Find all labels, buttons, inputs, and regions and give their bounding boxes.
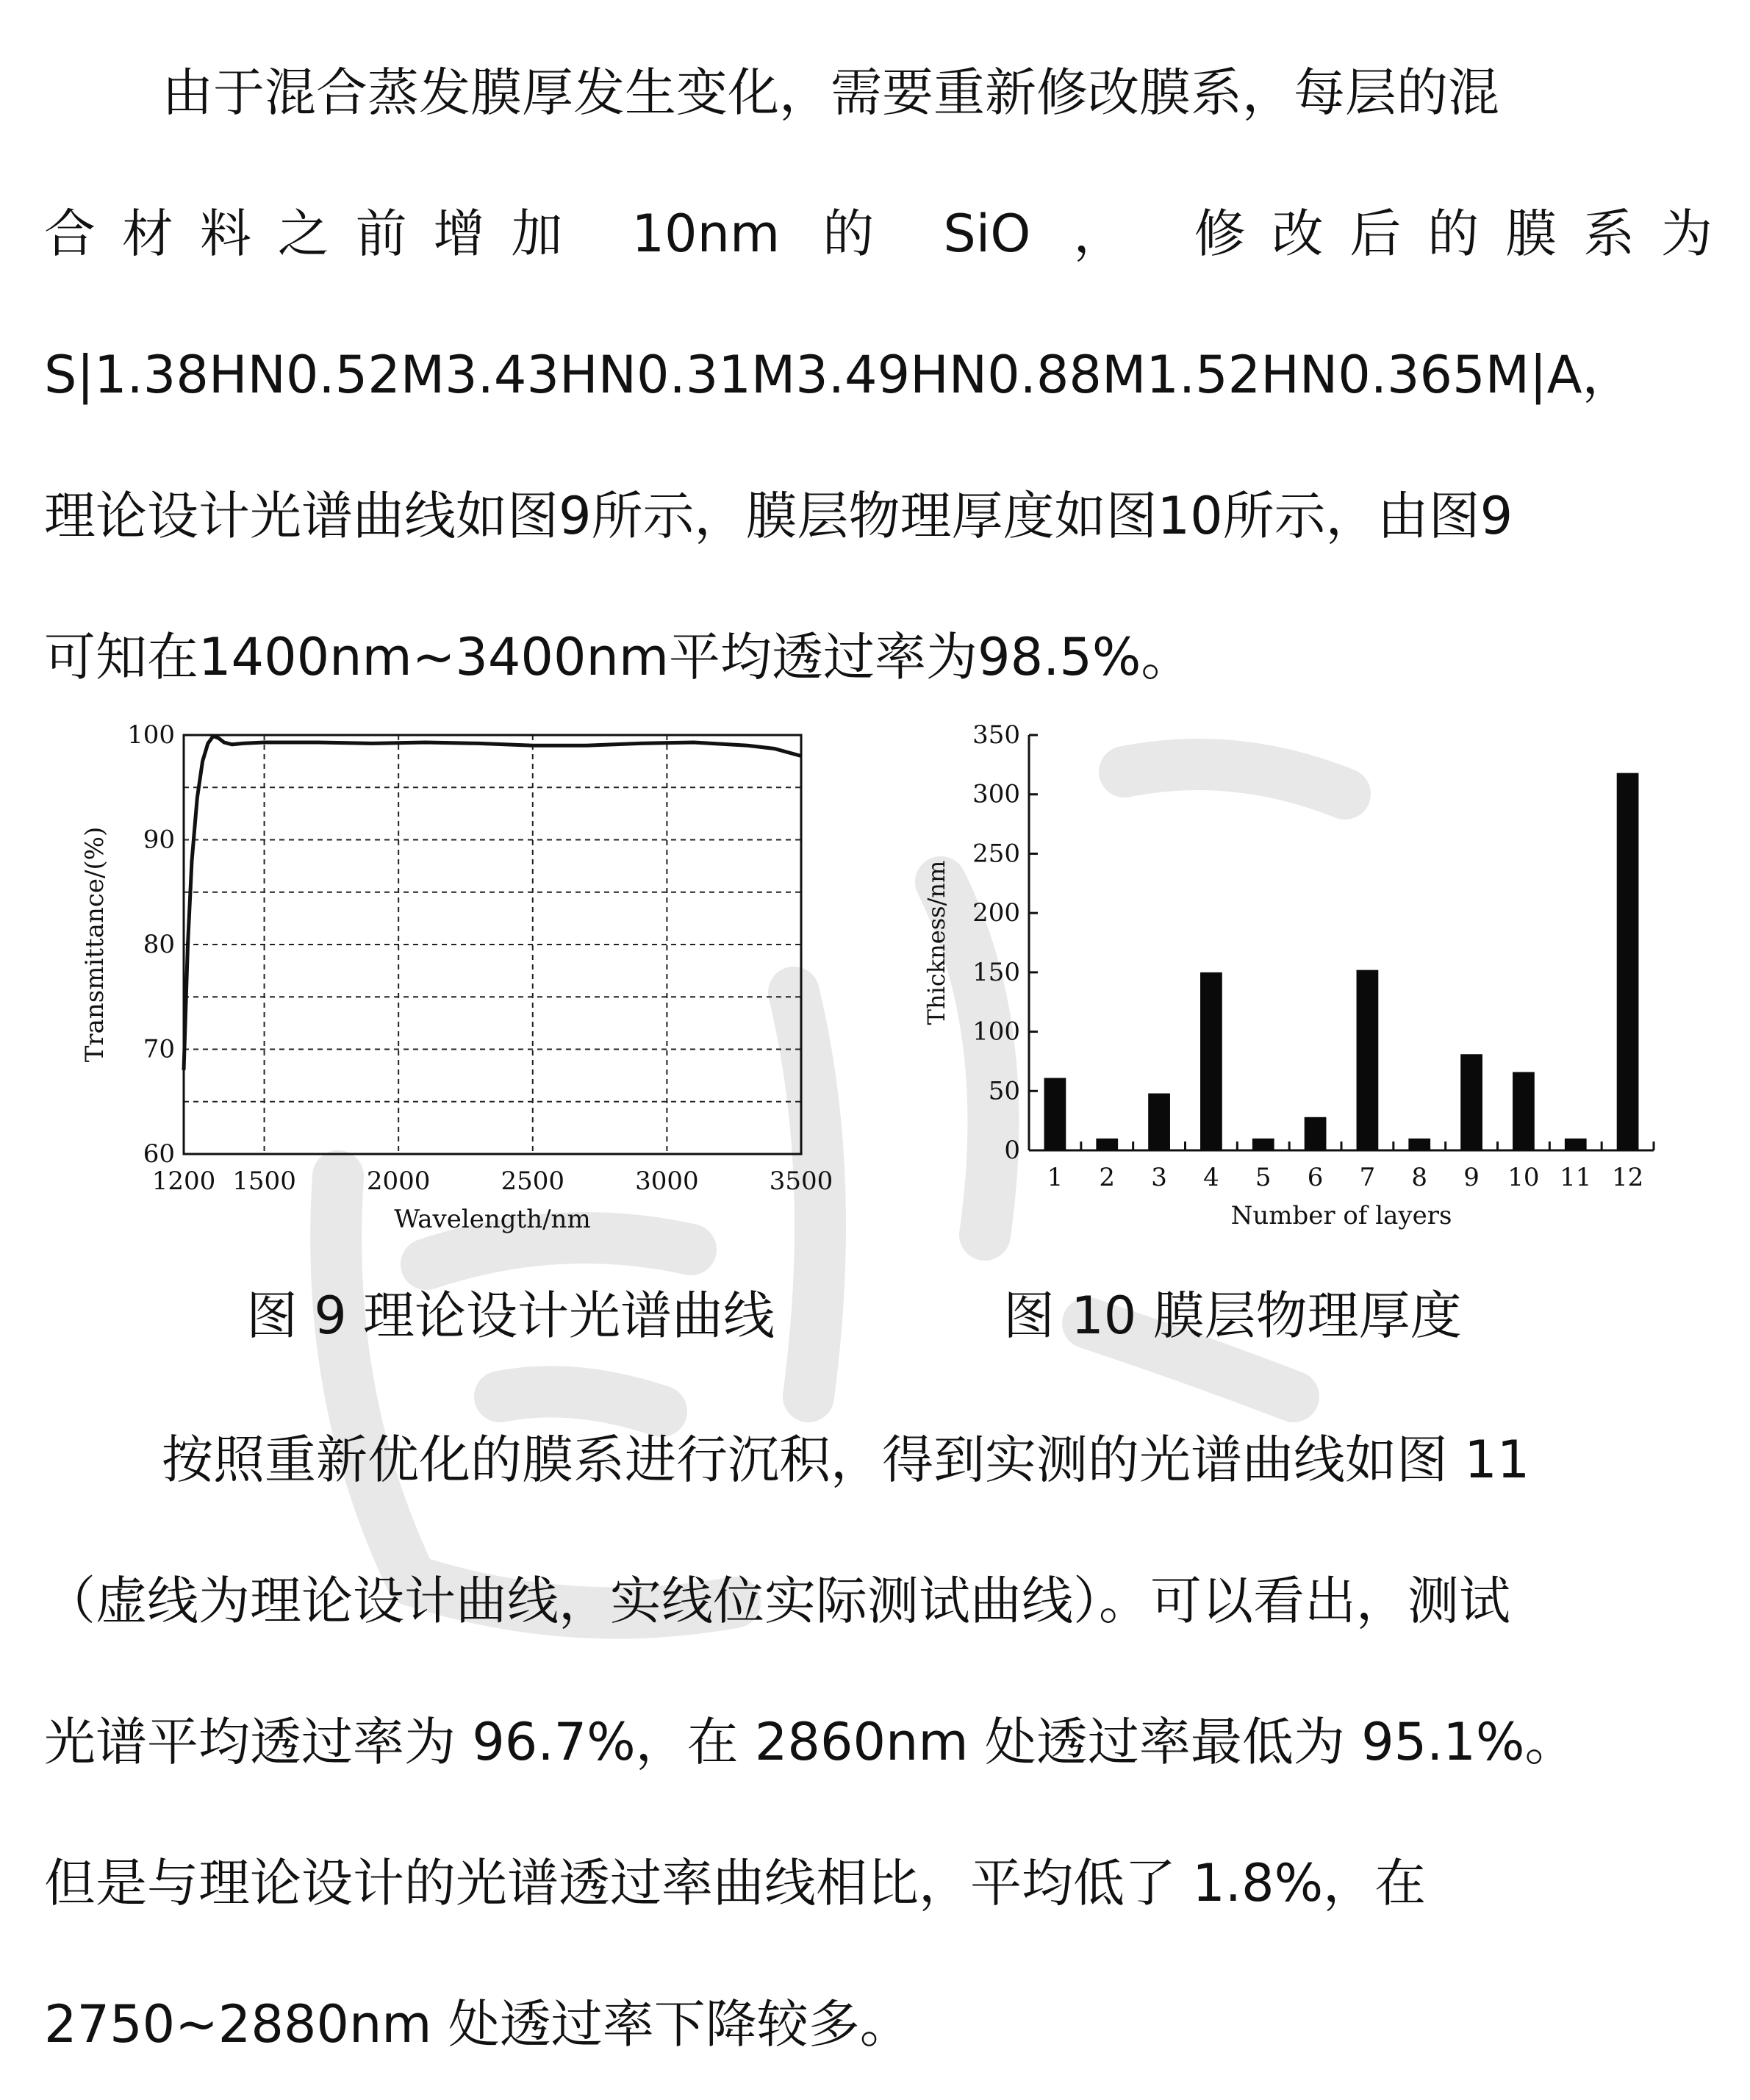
y-tick-label: 60 [143,1139,175,1169]
paragraph-2-line: 2750~2880nm 处透过率下降较多。 [44,1994,911,2054]
x-tick-label: 3 [1151,1163,1167,1192]
bar-layer-12 [1617,773,1639,1150]
paragraph-1-line: 由于混合蒸发膜厚发生变化，需要重新修改膜系，每层的混 [162,62,1499,123]
paragraph-2-line: 按照重新优化的膜系进行沉积，得到实测的光谱曲线如图 11 [162,1430,1530,1490]
x-tick-label: 2 [1099,1163,1116,1192]
x-tick-label: 9 [1463,1163,1480,1192]
bar-layer-8 [1408,1139,1430,1150]
x-tick-label: 10 [1507,1163,1540,1192]
bar-layer-6 [1305,1117,1327,1150]
paragraph-2-line: 但是与理论设计的光谱透过率曲线相比，平均低了 1.8%，在 [44,1853,1427,1913]
y-tick-label: 0 [1004,1136,1020,1165]
y-tick-label: 150 [972,957,1020,987]
bar-layer-2 [1096,1139,1118,1150]
x-tick-label: 2000 [366,1167,431,1196]
bar-layer-10 [1513,1072,1535,1150]
axes [1029,735,1654,1150]
x-tick-label: 1500 [232,1167,296,1196]
x-tick-label: 1200 [151,1167,216,1196]
y-tick-label: 200 [972,898,1020,928]
x-tick-label: 4 [1203,1163,1219,1192]
y-tick-label: 100 [127,720,175,750]
x-tick-label: 8 [1411,1163,1428,1192]
y-tick-label: 250 [972,839,1020,869]
bar-layer-1 [1044,1078,1066,1150]
bar-layer-11 [1565,1139,1587,1150]
bar-layer-5 [1252,1139,1274,1150]
figure-10-caption: 图 10 膜层物理厚度 [1003,1286,1462,1346]
y-tick-label: 70 [143,1034,175,1064]
y-tick-label: 350 [972,720,1020,750]
y-tick-label: 300 [972,779,1020,809]
x-axis-label: Number of layers [1230,1201,1452,1230]
figure-9-caption: 图 9 理论设计光谱曲线 [246,1286,775,1346]
y-tick-label: 80 [143,930,175,959]
figure-9-chart [59,706,853,1250]
bars [1044,773,1639,1150]
paragraph-1-line: 可知在1400nm~3400nm平均透过率为98.5%。 [44,627,1193,687]
paragraph-2 [44,1389,1713,2095]
y-axis-label: Transmittance/(%) [80,826,110,1063]
paragraph-1-line: S|1.38HN0.52M3.43HN0.31M3.49HN0.88M1.52HN0.365M|A， [44,345,1634,405]
y-tick-label: 50 [988,1076,1020,1106]
transmittance-curve [184,736,801,1070]
x-tick-label: 3500 [769,1167,833,1196]
x-tick-label: 3000 [635,1167,699,1196]
y-tick-label: 90 [143,825,175,855]
bar-layer-3 [1148,1094,1170,1150]
paragraph-1-line: 理论设计光谱曲线如图9所示，膜层物理厚度如图10所示，由图9 [44,486,1513,546]
tick-labels [127,720,833,1196]
y-axis-label: Thickness/nm [922,860,950,1025]
x-tick-label: 6 [1307,1163,1324,1192]
y-tick-label: 100 [972,1017,1020,1047]
grid-lines [184,735,801,1154]
x-tick-label: 12 [1611,1163,1644,1192]
bar-layer-7 [1357,970,1379,1150]
paragraph-2-line: 光谱平均透过率为 96.7%，在 2860nm 处透过率最低为 95.1%。 [44,1712,1577,1772]
bar-layer-4 [1200,972,1222,1150]
x-tick-label: 1 [1047,1163,1064,1192]
x-tick-label: 5 [1255,1163,1272,1192]
x-tick-label: 11 [1560,1163,1592,1192]
x-tick-label: 7 [1359,1163,1376,1192]
x-tick-label: 2500 [501,1167,565,1196]
bar-layer-9 [1460,1054,1482,1150]
paragraph-1-line: 合材料之前增加 10nm 的 SiO ， 修改后的膜系为 [44,204,1713,264]
figure-10-chart [911,706,1676,1250]
paragraph-1 [44,22,1713,728]
x-axis-label: Wavelength/nm [394,1205,591,1234]
paragraph-2-line: （虚线为理论设计曲线，实线位实际测试曲线）。可以看出，测试 [44,1571,1510,1631]
